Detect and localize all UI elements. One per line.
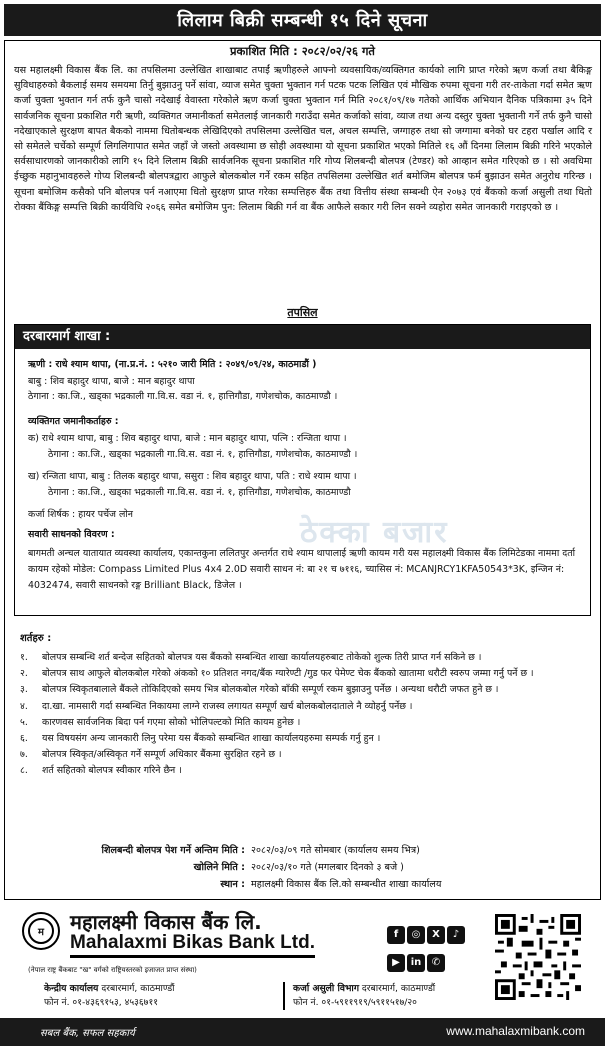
deadline-place: स्थान : महालक्ष्मी विकास बैंक लि.को सम्बन्धीत शाखा कार्यालय	[220, 879, 442, 890]
term-number: ६.	[20, 733, 28, 745]
viber-icon[interactable]: ✆	[427, 954, 445, 972]
notice-title: लिलाम बिक्री सम्बन्धी १५ दिने सूचना	[177, 10, 428, 31]
loan-head: कर्जा शिर्षक : हायर पर्चेज लोन	[28, 509, 133, 520]
borrower-line: ऋणी : राधे श्याम थापा, (ना.प्र.नं. : ५२१० जारी मिति : २०४९/०९/२४, काठमाडौं )	[28, 359, 317, 370]
term-text: दा.खा. नामसारी गर्दा सम्बन्धित निकायमा लाग्ने राजस्व लगायत सम्पूर्ण खर्च बोलकबोलदाताले नै व्योहर्नु पर्नेछ ।	[42, 700, 413, 712]
x-icon[interactable]: X	[427, 926, 445, 944]
term-item	[20, 731, 588, 747]
facebook-icon[interactable]: f	[387, 926, 405, 944]
bank-name-en: Mahalaxmi Bikas Bank Ltd.	[70, 932, 315, 958]
bank-logo-icon: म	[22, 912, 60, 950]
vehicle-details: बागमती अन्चल यातायात व्यवस्था कार्यालय, एकान्तकुना ललितपुर अन्तर्गत राधे श्याम थापालाई ऋणी कायम गरी यस महालक्ष्मी विकास बैंक लिमिटेडका नाममा दर्ता कायम रहेको मोडेल: Compass Limited Plus 4x4 2.0D सवारी साधन नं: बा २१ च ७११६, च्यासिस नं: MCANJRCY1KFA50543*3K, इन्जिन नं: 4032474, सवारी साधनको रङ्ग Brilliant Black, डिजेल ।	[28, 548, 576, 591]
term-number: ८.	[20, 765, 28, 777]
term-item	[20, 763, 588, 779]
term-item	[20, 747, 588, 763]
recovery-office: कर्जा असुली विभाग दरबारमार्ग, काठमाण्डौं फोन नं. ०१-५९११९१९/५९११५१७/२०	[283, 982, 435, 1010]
terms-list	[20, 650, 588, 780]
slogan: सबल बैंक, सफल सहकार्य	[40, 1028, 135, 1039]
term-number: २.	[20, 668, 28, 680]
bottom-bar	[0, 1018, 605, 1046]
bank-name-np: महालक्ष्मी विकास बैंक लि.	[70, 910, 262, 934]
linkedin-icon[interactable]: in	[407, 954, 425, 972]
social-icons	[387, 922, 479, 978]
guarantor-2: ख) रन्जिता थापा, बाबु : तिलक बहादुर थापा, ससुरा : शिव बहादुर थापा, पति : राधे श्याम थापा ।	[28, 471, 357, 482]
published-date: प्रकाशित मिति : २०८२/०२/२६ गते	[230, 44, 375, 58]
term-text: बोलपत्र सम्बन्धि शर्त बन्देज सहितको बोलपत्र यस बैंकको सम्बन्धित शाखा कार्यालयहरुबाट तोकेको शुल्क तिरी प्राप्त गर्न सकिने छ ।	[42, 652, 482, 663]
central-office: केन्द्रीय कार्यालय दरबारमार्ग, काठमाण्डौं फोन नं. ०१-४३६९१५३, ४५३६७११	[44, 983, 175, 1008]
term-number: ५.	[20, 716, 28, 728]
deadline-submit: शिलबन्दी बोलपत्र पेश गर्ने अन्तिम मिति : २०८२/०३/०९ गते सोमबार (कार्यालय समय भित्र)	[101, 845, 420, 856]
watermark: ठेक्का बजार	[300, 515, 449, 550]
term-number: १.	[20, 652, 28, 663]
guarantor-1: क) राधे श्याम थापा, बाबु : शिव बहादुर थापा, बाजे : मान बहादुर थापा, पत्नि : रन्जिता थापा ।	[28, 433, 347, 444]
term-text: शर्त सहितको बोलपत्र स्वीकार गरिने छैन ।	[42, 765, 182, 777]
term-item	[20, 650, 588, 666]
term-number: ३.	[20, 684, 28, 696]
term-item	[20, 682, 588, 698]
intro-paragraph: यस महालक्ष्मी विकास बैंक लि. का तपसिलमा उल्लेखित शाखाबाट तपाईं ऋणीहरुले आफ्नो व्यवसायिक/व्यक्तिगत कार्यको लागि प्राप्त गरेको ऋण कर्जा तथा बैकिङ्ग सुविधाहरुको बैकलाई समय समयमा तिर्नु बुझाउनु पर्ने सांवा, व्याज समेत चुक्ता भुक्तान गर्न पटक पटक लिखित एवं मौखिक रुपमा सूचना गरी तर-ताकेता गर्दा समेत ऋण कर्जा चुक्ता भुक्तान गर्न तर्फ कुनै चासो नदेखाई वेवास्ता गरेकोले ऋण कर्जा चुक्ता भुक्तान गर्न मिति २०८१/०९/१७ गतेको आर्थिक अभियान दैनिक पत्रिकामा ३५ दिने सार्वजनिक सूचना प्रकाशित गरी ऋणी, व्यक्तिगत जमानीकर्ता समेतलाई जानकारी गराउँदा समेत कर्जाको सांवा, व्याज तथा अन्य दस्तुर चुक्ता भुक्तानी गर्ने तर्फ कुनै चासो नदेखाएकाले सुरक्षण बापत बैकको नाममा धितोबन्धक लेखिदिएको तपसिलमा उल्लेखित चल, अचल सम्पत्ति, जग्गाहरु तथा सो जग्गामा बनेको घर टहरा पर्खाल आदि र सो समेतले चर्चेको सम्पूर्ण लिगलिगापात समेत जहाँ जे जस्तो अवस्थामा छ सोही अवस्थामा यो सूचना प्रकाशित भएको मितिले १६ औं दिनमा लिलाम बिक्री गरिने भएकोले सर्वसाधारणको जानकारीको लागि १५ दिने लिलाम बिक्री सार्वजनिक सूचना प्रकाशित गरि गोप्य शिलबन्दी बोलपत्र (टेण्डर) को आव्हान समेत गरिएको छ । सो अवधिमा ईच्छुक महानुभावहरुले गोप्य शिलबन्दी बोलपत्रद्वारा आफुले बोलकबोल गर्ने रकम सहित तपसिलमा उल्लेखित शर्त बमोजिम बोलपत्र फर्म बुझाउन समेत अनुरोध गरिन्छ । सूचना बमोजिम कसैको पनि बोलपत्र पर्न नआएमा धितो सुरक्षण प्राप्त गरेका सम्पत्तिहरु बैंक तथा वित्तीय संस्था सम्बन्धी ऐन २०७३ एवं बैंकको कर्जा असुली तथा धितो रोक्का बैंकिङ्ग सम्पत्ति बिक्री कार्यविधि २०६६ समेत बमोजिम पुन: लिलाम बिक्री गर्न वा बैंक आफैले सकार गरी लिन सक्ने व्यहोरा समेत जानकारी गराइएको छ ।	[14, 65, 592, 213]
vehicle-title: सवारी साधनको विवरण :	[28, 529, 115, 540]
youtube-icon[interactable]: ▶	[387, 954, 405, 972]
term-number: ७.	[20, 749, 28, 761]
term-text: यस विषयसंग अन्य जानकारी लिनु परेमा यस बैंकको सम्बन्धित शाखा कार्यालयहरुमा सम्पर्क गर्नु हुन ।	[42, 733, 381, 745]
branch-name: दरबारमार्ग शाखा :	[15, 325, 590, 349]
term-text: बोलपत्र साथ आफुले बोलकबोल गरेको अंकको १० प्रतिशत नगद/बैंक ग्यारेण्टी /गुड फर पेमेण्ट चेक बैंकको खातामा धरौटी स्वरुप जम्मा गर्नु पर्ने छ ।	[42, 668, 534, 680]
borrower-address: ठेगाना : का.जि., खड्का भद्रकाली गा.वि.स. वडा नं. १, हात्तिगौडा, गणेशचोक, काठमाण्डौ ।	[28, 391, 338, 402]
term-text: बोलपत्र स्विकृत/अस्विकृत गर्ने सम्पूर्ण अधिकार बैंकमा सुरक्षित रहने छ ।	[42, 749, 282, 761]
term-text: बोलपत्र स्विकृतबालाले बैंकले तोकिदिएको समय भित्र बोलकबोल गरेको बाँकी सम्पूर्ण रकम बुझाउनु पर्नेछ । अन्यथा धरौटी जफत हुने छ ।	[42, 684, 499, 696]
bank-tagline: (नेपाल राष्ट्र बैंकबाट "ख" वर्गको राष्ट्रियस्तरको इजाजत प्राप्त संस्था)	[28, 966, 197, 974]
title-bar	[4, 4, 601, 36]
deadlines	[30, 842, 441, 893]
website-link[interactable]: www.mahalaxmibank.com	[446, 1024, 585, 1038]
guarantor-title: व्यक्तिगत जमानीकर्ताहरु :	[28, 416, 119, 427]
term-number: ४.	[20, 700, 28, 712]
guarantor-2-address: ठेगाना : का.जि., खड्का भद्रकाली गा.वि.स. वडा नं. १, हात्तिगौडा, गणेशचोक, काठमाण्डौ	[48, 487, 351, 498]
guarantor-1-address: ठेगाना : का.जि., खड्का भद्रकाली गा.वि.स. वडा नं. १, हात्तिगौडा, गणेशचोक, काठमाण्डौ ।	[48, 449, 358, 460]
qr-code-icon[interactable]	[495, 914, 581, 1000]
term-item	[20, 715, 588, 731]
schedule-title: तपसिल	[287, 306, 318, 319]
term-item	[20, 699, 588, 715]
deadline-opening: खोलिने मिति : २०८२/०३/१० गते (मगलबार दिनको ३ बजे )	[193, 862, 404, 873]
borrower-parents: बाबु : शिव बहादुर थापा, बाजे : मान बहादुर थापा	[28, 376, 195, 387]
terms-title: शर्तहरु :	[20, 633, 52, 644]
term-item	[20, 666, 588, 682]
term-text: कारणवस सार्वजनिक बिदा पर्न गएमा सोको भोलिपल्टको मिति कायम हुनेछ ।	[42, 716, 301, 728]
instagram-icon[interactable]: ◎	[407, 926, 425, 944]
tiktok-icon[interactable]: ♪	[447, 926, 465, 944]
